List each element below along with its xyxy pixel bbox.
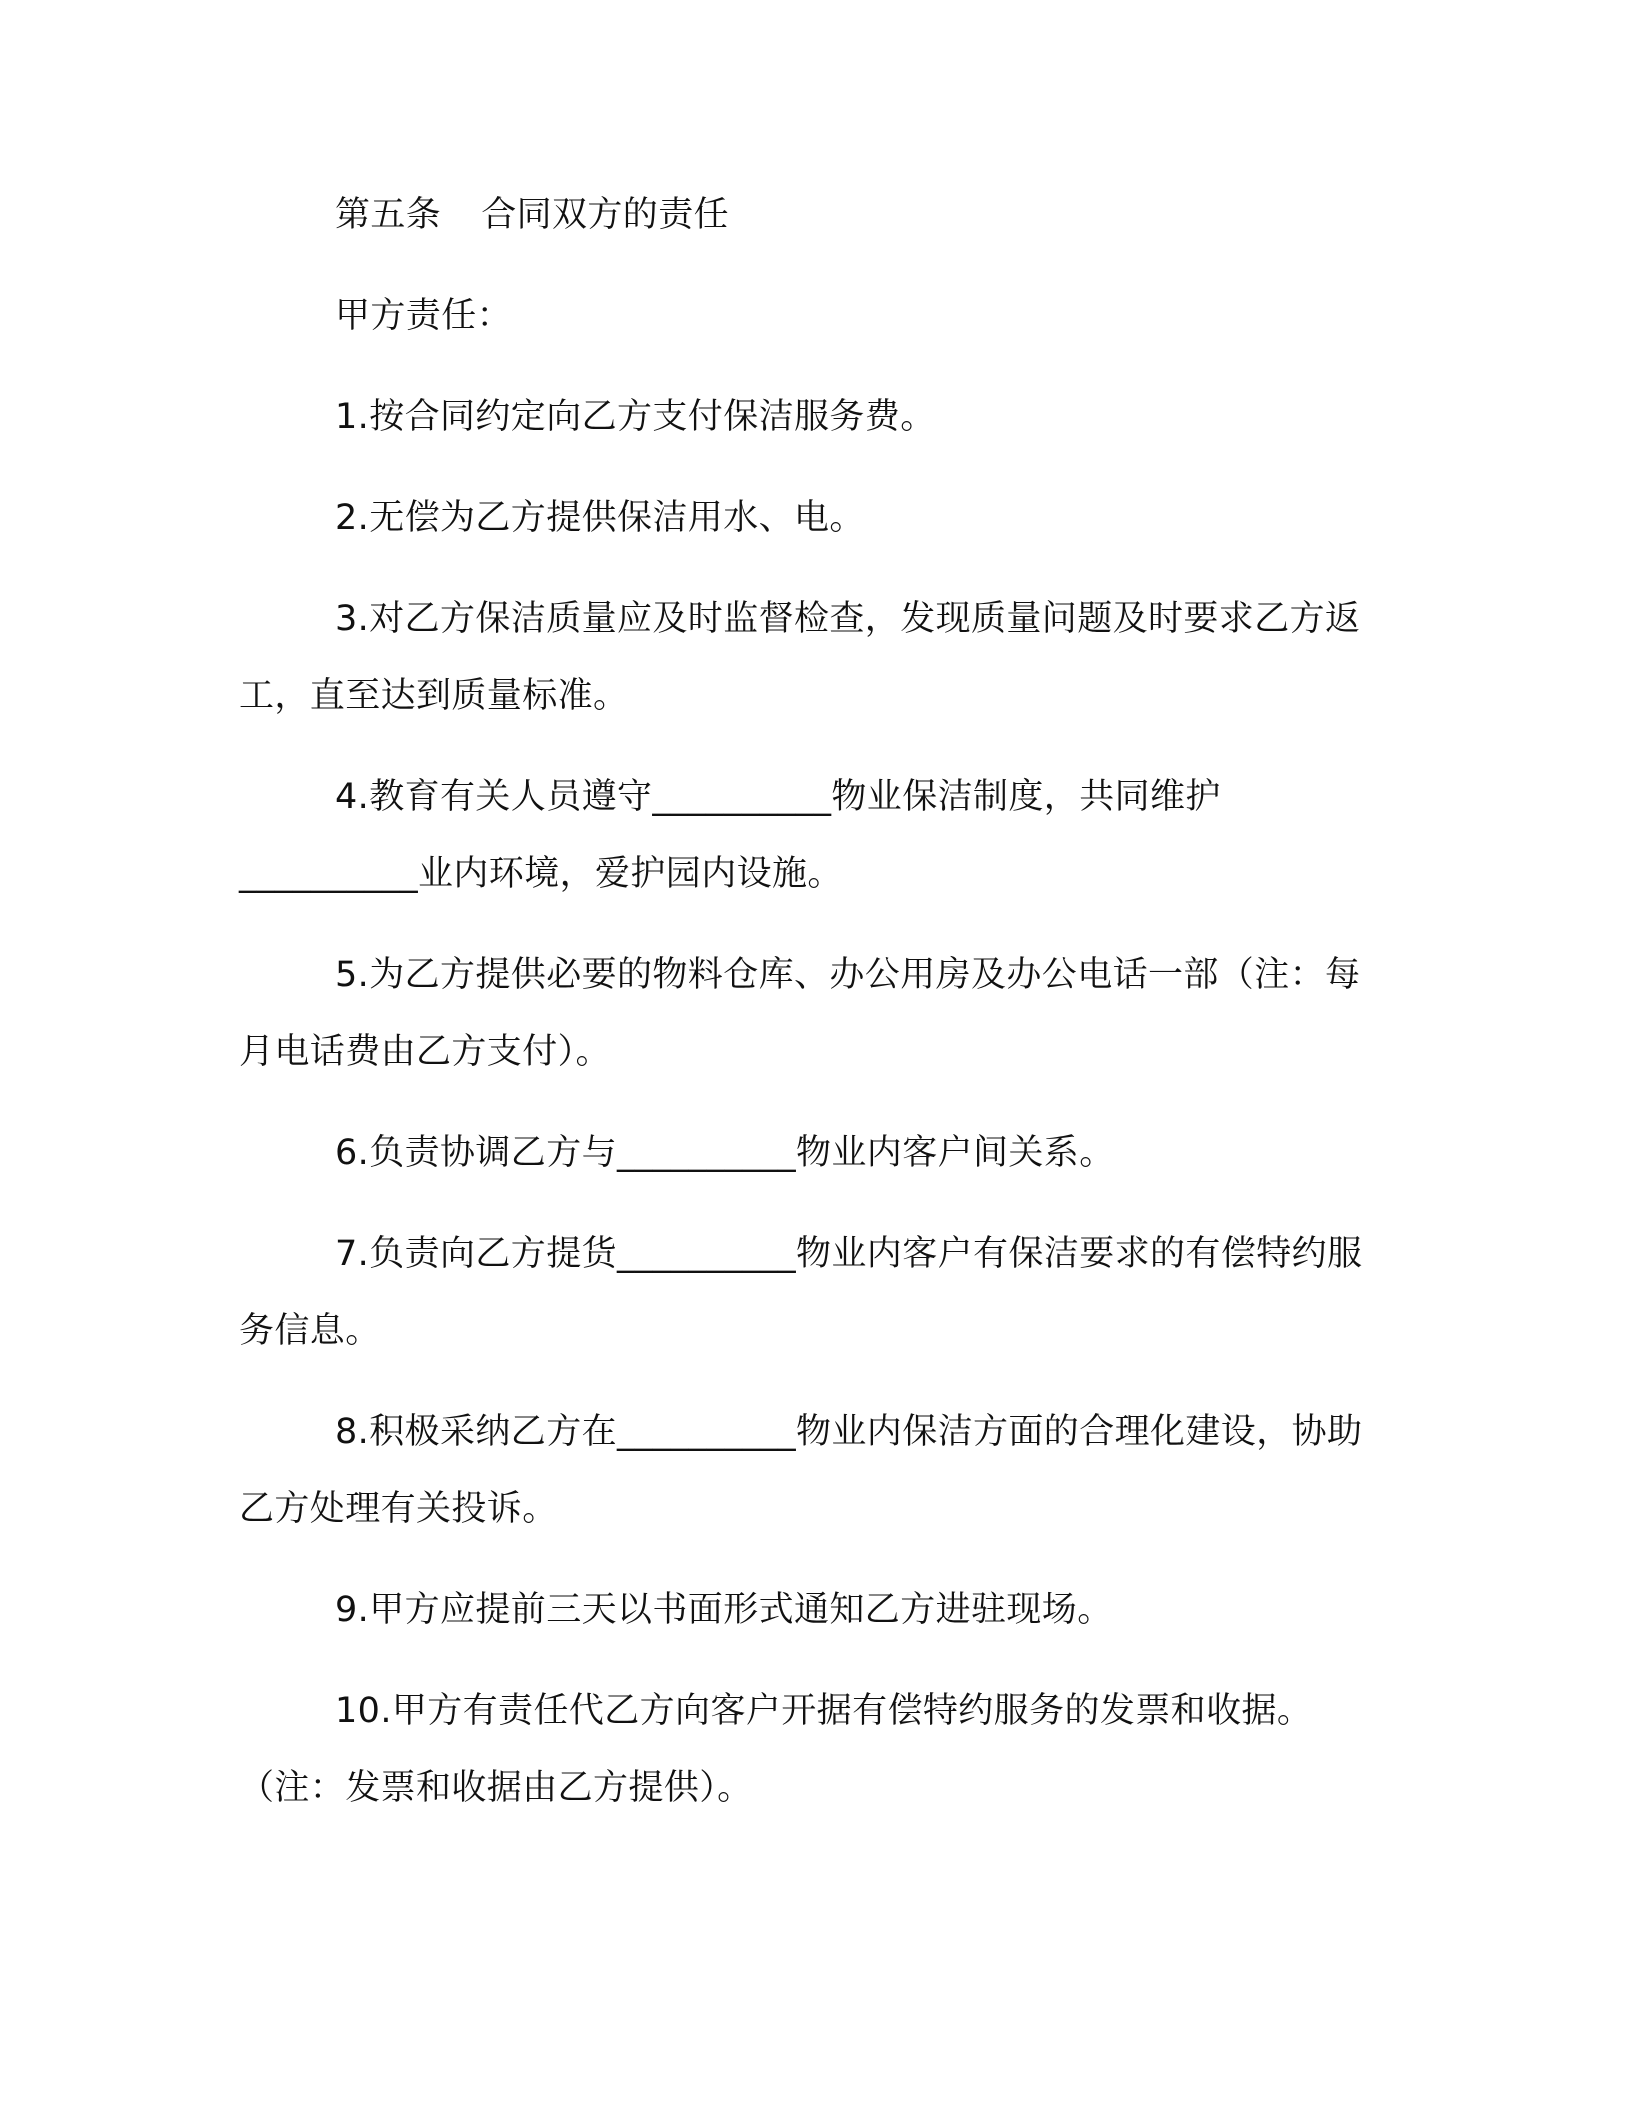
clause-item: 6.负责协调乙方与__________物业内客户间关系。 bbox=[335, 1133, 1115, 1173]
article-title: 合同双方的责任 bbox=[481, 195, 730, 235]
clause-item: 2.无偿为乙方提供保洁用水、电。 bbox=[335, 498, 865, 538]
article-number: 第五条 bbox=[335, 195, 442, 235]
section-title: 甲方责任： bbox=[335, 296, 513, 336]
clause-item: 4.教育有关人员遵守__________物业保洁制度，共同维护__________业内环境，爱护园内设施。 bbox=[239, 777, 1221, 894]
clause-item: 1.按合同约定向乙方支付保洁服务费。 bbox=[335, 397, 936, 437]
document-content bbox=[239, 177, 1371, 1827]
clause-item: 7.负责向乙方提货__________物业内客户有保洁要求的有偿特约服务信息。 bbox=[239, 1234, 1363, 1351]
article-heading bbox=[239, 177, 1371, 254]
clause-item: 10.甲方有责任代乙方向客户开据有偿特约服务的发票和收据。（注：发票和收据由乙方提供）。 bbox=[239, 1691, 1313, 1808]
clause-item: 3.对乙方保洁质量应及时监督检查，发现质量问题及时要求乙方返工，直至达到质量标准。 bbox=[239, 599, 1361, 716]
clause-item: 8.积极采纳乙方在__________物业内保洁方面的合理化建设，协助乙方处理有关投诉。 bbox=[239, 1412, 1363, 1529]
clause-item: 9.甲方应提前三天以书面形式通知乙方进驻现场。 bbox=[335, 1590, 1113, 1630]
clause-item: 5.为乙方提供必要的物料仓库、办公用房及办公电话一部（注：每月电话费由乙方支付）。 bbox=[239, 955, 1361, 1072]
